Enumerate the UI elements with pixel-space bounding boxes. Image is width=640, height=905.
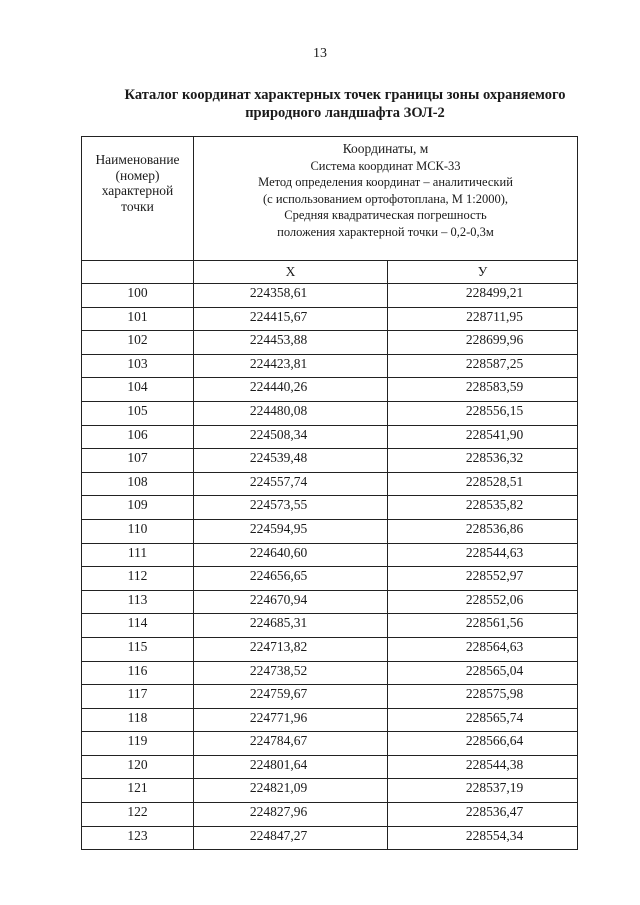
table-row: [82, 755, 578, 779]
coordinates-header-line: Средняя квадратическая погрешность: [284, 208, 487, 222]
point-number-cell: 104: [82, 378, 194, 402]
x-coordinate-cell: 224508,34: [194, 425, 388, 449]
point-number-cell: 120: [82, 755, 194, 779]
y-coordinate-cell: 228544,63: [388, 543, 578, 567]
point-number-cell: 116: [82, 661, 194, 685]
y-coordinate-cell: 228583,59: [388, 378, 578, 402]
point-number-cell: 118: [82, 708, 194, 732]
table-row: [82, 614, 578, 638]
table-body: [82, 284, 578, 850]
point-name-header-line: точки: [121, 198, 154, 214]
table-row: [82, 708, 578, 732]
point-number-cell: 109: [82, 496, 194, 520]
axis-label-row: [82, 261, 578, 284]
table-row: [82, 590, 578, 614]
x-coordinate-cell: 224573,55: [194, 496, 388, 520]
point-number-cell: 113: [82, 590, 194, 614]
table-row: [82, 543, 578, 567]
table-row: [82, 472, 578, 496]
point-number-cell: 123: [82, 826, 194, 850]
y-coordinate-cell: 228536,86: [388, 519, 578, 543]
table-row: [82, 425, 578, 449]
y-coordinate-cell: 228541,90: [388, 425, 578, 449]
table-row: [82, 779, 578, 803]
x-coordinate-cell: 224759,67: [194, 685, 388, 709]
title-line-2: природного ландшафта ЗОЛ-2: [245, 105, 445, 121]
x-coordinate-cell: 224480,08: [194, 401, 388, 425]
x-coordinate-cell: 224821,09: [194, 779, 388, 803]
y-coordinate-cell: 228528,51: [388, 472, 578, 496]
y-coordinate-cell: 228565,74: [388, 708, 578, 732]
point-number-cell: 119: [82, 732, 194, 756]
table-row: [82, 401, 578, 425]
y-axis-header: У: [388, 261, 578, 284]
point-number-cell: 114: [82, 614, 194, 638]
coordinates-header-line: положения характерной точки – 0,2-0,3м: [277, 224, 494, 239]
y-coordinate-cell: 228552,97: [388, 567, 578, 591]
table-row: [82, 449, 578, 473]
y-coordinate-cell: 228561,56: [388, 614, 578, 638]
x-coordinate-cell: 224557,74: [194, 472, 388, 496]
title-line-1: Каталог координат характерных точек границы зоны охраняемого: [124, 87, 566, 103]
point-number-cell: 102: [82, 331, 194, 355]
y-coordinate-cell: 228537,19: [388, 779, 578, 803]
x-coordinate-cell: 224656,65: [194, 567, 388, 591]
y-coordinate-cell: 228544,38: [388, 755, 578, 779]
table-row: [82, 331, 578, 355]
x-coordinate-cell: 224453,88: [194, 331, 388, 355]
point-number-cell: 121: [82, 779, 194, 803]
y-coordinate-cell: 228552,06: [388, 590, 578, 614]
x-axis-header: X: [194, 261, 388, 284]
point-number-cell: 103: [82, 354, 194, 378]
x-coordinate-cell: 224771,96: [194, 708, 388, 732]
table-row: [82, 496, 578, 520]
table-row: [82, 307, 578, 331]
table-row: [82, 567, 578, 591]
x-coordinate-cell: 224640,60: [194, 543, 388, 567]
document-title: [100, 86, 590, 122]
x-coordinate-cell: 224713,82: [194, 637, 388, 661]
point-number-cell: 105: [82, 401, 194, 425]
x-coordinate-cell: 224415,67: [194, 307, 388, 331]
point-number-cell: 108: [82, 472, 194, 496]
point-name-header-line: характерной: [101, 183, 174, 198]
y-coordinate-cell: 228536,47: [388, 803, 578, 827]
table-row: [82, 826, 578, 850]
point-number-cell: 112: [82, 567, 194, 591]
point-name-header-line: Наименование: [95, 152, 180, 167]
table-header-row: [82, 137, 578, 261]
point-number-cell: 115: [82, 637, 194, 661]
y-coordinate-cell: 228587,25: [388, 354, 578, 378]
table-row: [82, 661, 578, 685]
table-row: [82, 519, 578, 543]
table-row: [82, 685, 578, 709]
x-coordinate-cell: 224670,94: [194, 590, 388, 614]
x-coordinate-cell: 224539,48: [194, 449, 388, 473]
y-coordinate-cell: 228565,04: [388, 661, 578, 685]
point-number-cell: 117: [82, 685, 194, 709]
point-number-cell: 111: [82, 543, 194, 567]
x-coordinate-cell: 224423,81: [194, 354, 388, 378]
y-coordinate-cell: 228536,32: [388, 449, 578, 473]
y-coordinate-cell: 228711,95: [388, 307, 578, 331]
point-number-cell: 110: [82, 519, 194, 543]
x-coordinate-cell: 224594,95: [194, 519, 388, 543]
point-number-cell: 122: [82, 803, 194, 827]
point-number-cell: 106: [82, 425, 194, 449]
y-coordinate-cell: 228535,82: [388, 496, 578, 520]
table-row: [82, 284, 578, 308]
x-coordinate-cell: 224358,61: [194, 284, 388, 308]
point-name-header-line: (номер): [115, 167, 160, 183]
axis-empty-cell: [82, 261, 194, 284]
y-coordinate-cell: 228556,15: [388, 401, 578, 425]
y-coordinate-cell: 228554,34: [388, 826, 578, 850]
x-coordinate-cell: 224801,64: [194, 755, 388, 779]
page-number: 13: [313, 46, 327, 61]
y-coordinate-cell: 228564,63: [388, 637, 578, 661]
y-coordinate-cell: 228699,96: [388, 331, 578, 355]
coordinates-header-line: (с использованием ортофотоплана, М 1:2000),: [263, 191, 508, 206]
table-row: [82, 378, 578, 402]
point-number-cell: 107: [82, 449, 194, 473]
coordinates-header-line: Система координат МСК-33: [310, 158, 461, 173]
table-row: [82, 354, 578, 378]
point-name-header: [82, 137, 194, 261]
y-coordinate-cell: 228566,64: [388, 732, 578, 756]
x-coordinate-cell: 224738,52: [194, 661, 388, 685]
coordinates-header-line: Метод определения координат – аналитический: [258, 175, 513, 189]
y-coordinate-cell: 228575,98: [388, 685, 578, 709]
table-row: [82, 637, 578, 661]
point-number-cell: 100: [82, 284, 194, 308]
x-coordinate-cell: 224685,31: [194, 614, 388, 638]
x-coordinate-cell: 224784,67: [194, 732, 388, 756]
y-coordinate-cell: 228499,21: [388, 284, 578, 308]
table-row: [82, 803, 578, 827]
coordinates-header: [194, 137, 578, 261]
x-coordinate-cell: 224440,26: [194, 378, 388, 402]
coordinates-header-line: Координаты, м: [342, 141, 429, 156]
table-row: [82, 732, 578, 756]
point-number-cell: 101: [82, 307, 194, 331]
coordinates-table: [81, 136, 578, 850]
x-coordinate-cell: 224847,27: [194, 826, 388, 850]
x-coordinate-cell: 224827,96: [194, 803, 388, 827]
